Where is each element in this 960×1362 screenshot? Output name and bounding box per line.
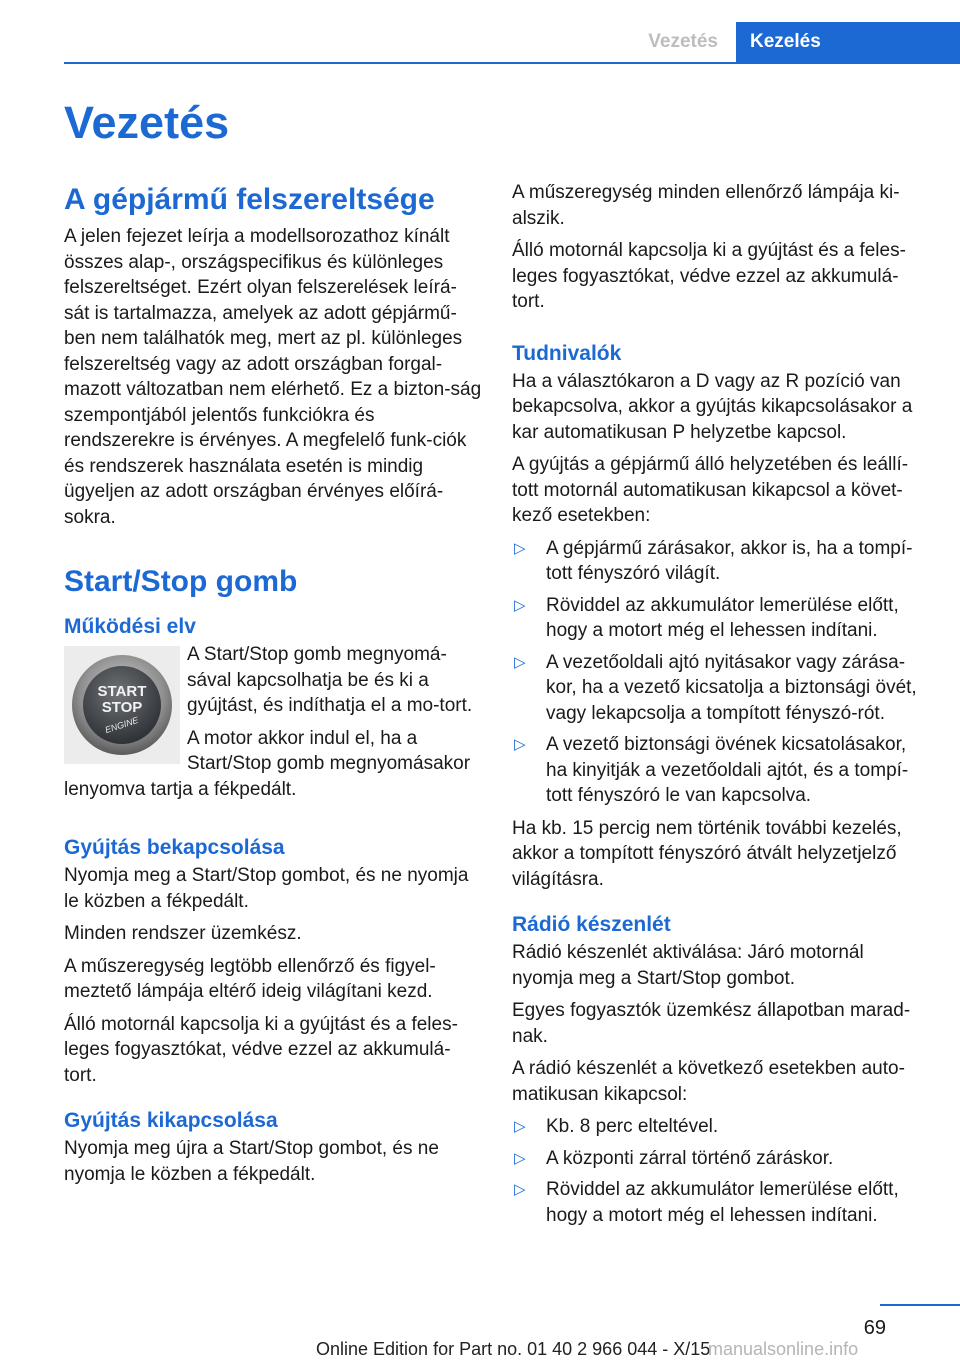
ignition-on-p3: A műszeregység legtöbb ellenőrző és figyel-meztető lámpája eltérő ideig világítani kezd. — [64, 955, 436, 1002]
list-item-text: Röviddel az akkumulátor lemerülése előtt, hogy a motort még el lehessen indítani. — [546, 1179, 899, 1226]
list-item-text: Röviddel az akkumulátor lemerülése előtt, hogy a motort még el lehessen indítani. — [546, 594, 899, 641]
ignition-on-p1: Nyomja meg a Start/Stop gombot, és ne nyomja le közben a fékpedált. — [64, 865, 469, 912]
list-item — [512, 593, 926, 644]
notes-heading: Tudnivalók — [512, 341, 622, 365]
ignition-on-heading: Gyújtás bekapcsolása — [64, 836, 285, 859]
startstop-heading: Start/Stop gomb — [64, 565, 298, 598]
list-item-text: A vezető biztonsági övének kicsatolásakor, ha kinyitják a vezetőoldali ajtót, és a tompí-tott fényszóró le van kapcsolva. — [546, 734, 909, 806]
list-item-text: Kb. 8 perc elteltével. — [546, 1116, 719, 1137]
radio-p2: Egyes fogyasztók üzemkész állapotban marad-nak. — [512, 1000, 911, 1047]
radio-p3: A rádió készenlét a következő esetekben auto-matikusan kikapcsol: — [512, 1058, 905, 1105]
footer-rule — [880, 1304, 960, 1306]
ignition-off-p1: Nyomja meg újra a Start/Stop gombot, és ne nyomja le közben a fékpedált. — [64, 1138, 439, 1185]
bullet-triangle-icon: ▷ — [514, 736, 526, 753]
equipment-text: A jelen fejezet leírja a modellsorozathoz kínált összes alap-, országspecifikus és különleges felszereltséget. Ezért olyan felszerelések leírá-sát is tartalmazza, amelyek az adott gépjármű-ben nem találhatók meg, mert az pl. különleges felszereltség vagy az adott országban forgal-mazott változatban nem elérhető. Ez a bizton-ság szempontjából jelentős funkciókra és rendszerekre is érvényes. A megfelelő funk-ciók és rendszerek használata esetén is mindig ügyeljen az adott országban érvényes előírá-sokra. — [64, 226, 482, 528]
notes-p2: A gyújtás a gépjármű álló helyzetében és leállí-tott motornál automatikusan kikapcsol a követ-kező esetekben: — [512, 454, 909, 526]
left-column — [64, 180, 482, 1194]
list-item — [512, 1146, 926, 1172]
bullet-triangle-icon: ▷ — [514, 1149, 526, 1167]
principle-p2: A motor akkor indul el, ha a Start/Stop gomb megnyomásakor lenyomva tartja a fékpedált. — [64, 727, 471, 800]
ignition-off-heading: Gyújtás kikapcsolása — [64, 1109, 278, 1132]
list-item — [512, 650, 926, 727]
list-item-text: A vezetőoldali ajtó nyitásakor vagy zárása-kor, ha a vezető kicsatolja a biztonsági övét, vagy lekapcsolja a tompított fényszó-rót. — [546, 651, 917, 724]
button-label-engine: ENGINE — [103, 714, 140, 736]
notes-p1: Ha a választókaron a D vagy az R pozíció van bekapcsolva, akkor a gyújtás kikapcsolásakor a kar automatikusan P helyzetbe kapcsol. — [512, 370, 913, 443]
button-label-stop: STOP — [101, 699, 143, 716]
right-p1: A műszeregység minden ellenőrző lámpája ki-alszik. — [512, 182, 900, 229]
header-rule — [64, 62, 960, 64]
notes-list — [512, 536, 926, 809]
bullet-triangle-icon: ▷ — [514, 653, 526, 671]
radio-list — [512, 1114, 926, 1228]
right-p2: Álló motornál kapcsolja ki a gyújtást és a feles-leges fogyasztókat, védve ezzel az akkumulá-tort. — [512, 240, 906, 312]
header-tab-chapter: Vezetés — [648, 31, 718, 52]
page-header — [0, 22, 960, 64]
list-item-text: A központi zárral történő záráskor. — [546, 1147, 834, 1169]
principle-heading: Működési elv — [64, 615, 196, 638]
header-tab-section: Kezelés — [736, 22, 960, 62]
radio-p1: Rádió készenlét aktiválása: Járó motornál nyomja meg a Start/Stop gombot. — [512, 942, 864, 989]
list-item-text: A gépjármű zárásakor, akkor is, ha a tompí-tott fényszóró világít. — [546, 537, 913, 584]
list-item — [512, 1177, 926, 1228]
page-title: Vezetés — [64, 97, 230, 148]
list-item — [512, 732, 926, 809]
edition-note: Online Edition for Part no. 01 40 2 966 044 - X/15 — [316, 1339, 711, 1359]
equipment-heading: A gépjármű felszereltsége — [64, 183, 435, 216]
bullet-triangle-icon: ▷ — [514, 596, 526, 614]
bullet-triangle-icon: ▷ — [514, 539, 526, 557]
list-item — [512, 1114, 926, 1140]
watermark: manualsonline.info — [708, 1339, 859, 1359]
button-label-start: START — [97, 683, 147, 700]
list-item — [512, 536, 926, 587]
bullet-triangle-icon: ▷ — [514, 1181, 526, 1198]
principle-section — [64, 642, 482, 809]
start-stop-button-image — [64, 646, 180, 764]
right-column — [512, 180, 926, 1235]
ignition-on-p2: Minden rendszer üzemkész. — [64, 923, 302, 944]
principle-p1: A Start/Stop gomb megnyomá-sával kapcsolhatja be és ki a gyújtást, és indíthatja el a mo-tort. — [187, 644, 473, 716]
radio-heading: Rádió készenlét — [512, 913, 671, 936]
bullet-triangle-icon: ▷ — [514, 1118, 526, 1135]
ignition-on-p4: Álló motornál kapcsolja ki a gyújtást és a feles-leges fogyasztókat, védve ezzel az akkumulá-tort. — [64, 1013, 458, 1086]
notes-p3: Ha kb. 15 percig nem történik további kezelés, akkor a tompított fényszóró átvált helyzetjelző világításra. — [512, 817, 902, 890]
page-number: 69 — [863, 1317, 886, 1339]
